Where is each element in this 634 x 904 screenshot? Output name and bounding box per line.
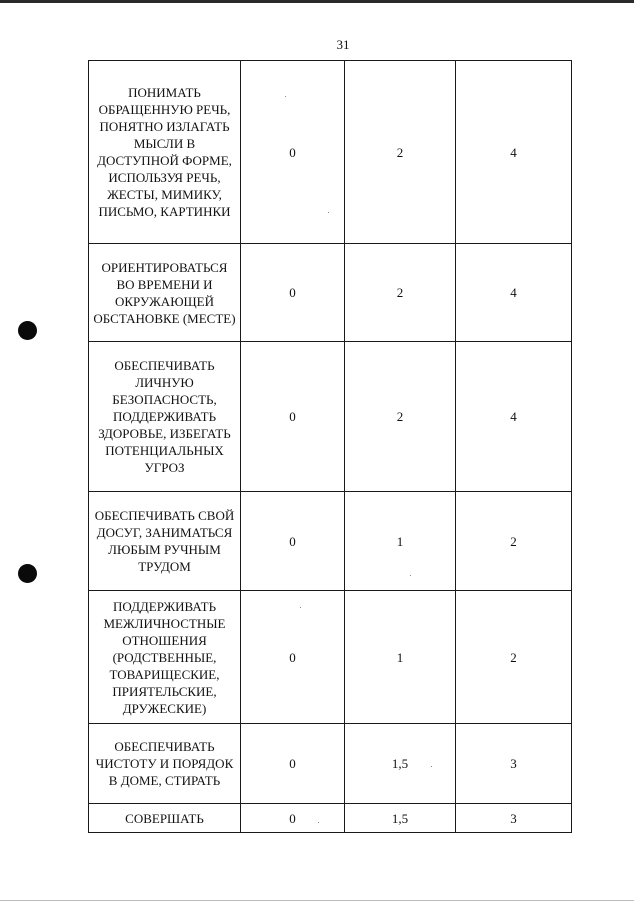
score-cell: 2: [456, 492, 572, 591]
score-cell: 0: [241, 492, 345, 591]
table-row: [89, 342, 572, 492]
row-label: [89, 804, 241, 833]
score-cell: 4: [456, 244, 572, 342]
punch-hole-mark: [18, 564, 37, 583]
page-number: 31: [336, 37, 350, 52]
score-cell: 0: [241, 591, 345, 724]
row-label-text: ОБЕСПЕЧИВАТЬ ЛИЧНУЮ БЕЗОПАСНОСТЬ, ПОДДЕРЖИВАТЬ ЗДОРОВЬЕ, ИЗБЕГАТЬ ПОТЕНЦИАЛЬНЫХ УГРОЗ: [98, 358, 231, 475]
score-cell: 3: [456, 724, 572, 804]
scan-speck: [328, 212, 329, 213]
score-cell: 0: [241, 804, 345, 833]
score-cell: 0: [241, 244, 345, 342]
row-label-text: ОБЕСПЕЧИВАТЬ ЧИСТОТУ И ПОРЯДОК В ДОМЕ, СТИРАТЬ: [95, 739, 234, 788]
score-cell: 4: [456, 61, 572, 244]
row-label: [89, 492, 241, 591]
table-row: [89, 492, 572, 591]
score-cell: 1: [345, 591, 456, 724]
scan-speck: [300, 607, 301, 608]
score-cell: 1,5: [345, 804, 456, 833]
score-cell: 2: [345, 342, 456, 492]
scan-speck: [285, 96, 286, 97]
scan-bottom-edge: [0, 900, 634, 901]
score-cell: 3: [456, 804, 572, 833]
row-label-text: СОВЕРШАТЬ: [125, 810, 204, 826]
scan-speck: [431, 766, 432, 767]
row-label: [89, 591, 241, 724]
scan-top-edge: [0, 0, 634, 3]
row-label: [89, 724, 241, 804]
scan-speck: [410, 575, 411, 576]
table-row: [89, 244, 572, 342]
table-row: [89, 804, 572, 833]
table-row: [89, 724, 572, 804]
score-cell: 2: [345, 244, 456, 342]
score-cell: 0: [241, 724, 345, 804]
score-cell: 2: [456, 591, 572, 724]
scan-speck: [318, 822, 319, 823]
table-row: [89, 591, 572, 724]
score-cell: 4: [456, 342, 572, 492]
row-label: [89, 244, 241, 342]
row-label: [89, 61, 241, 244]
row-label-text: ПОНИМАТЬ ОБРАЩЕННУЮ РЕЧЬ, ПОНЯТНО ИЗЛАГАТЬ МЫСЛИ В ДОСТУПНОЙ ФОРМЕ, ИСПОЛЬЗУЯ РЕЧЬ, ЖЕСТЫ, МИМИКУ, ПИСЬМО, КАРТИНКИ: [97, 85, 232, 219]
score-cell: 2: [345, 61, 456, 244]
table-row: [89, 61, 572, 244]
score-table: [88, 60, 572, 833]
score-cell: 1: [345, 492, 456, 591]
row-label-text: ОРИЕНТИРОВАТЬСЯ ВО ВРЕМЕНИ И ОКРУЖАЮЩЕЙ ОБСТАНОВКЕ (МЕСТЕ): [93, 259, 236, 326]
punch-hole-mark: [18, 321, 37, 340]
score-cell: 1,5: [345, 724, 456, 804]
score-cell: 0: [241, 342, 345, 492]
row-label-text: ОБЕСПЕЧИВАТЬ СВОЙ ДОСУГ, ЗАНИМАТЬСЯ ЛЮБЫМ РУЧНЫМ ТРУДОМ: [94, 508, 235, 574]
row-label-text: ПОДДЕРЖИВАТЬ МЕЖЛИЧНОСТНЫЕ ОТНОШЕНИЯ (РОДСТВЕННЫЕ, ТОВАРИЩЕСКИЕ, ПРИЯТЕЛЬСКИЕ, ДРУЖЕСКИЕ): [103, 598, 226, 716]
row-label: [89, 342, 241, 492]
score-cell: 0: [241, 61, 345, 244]
